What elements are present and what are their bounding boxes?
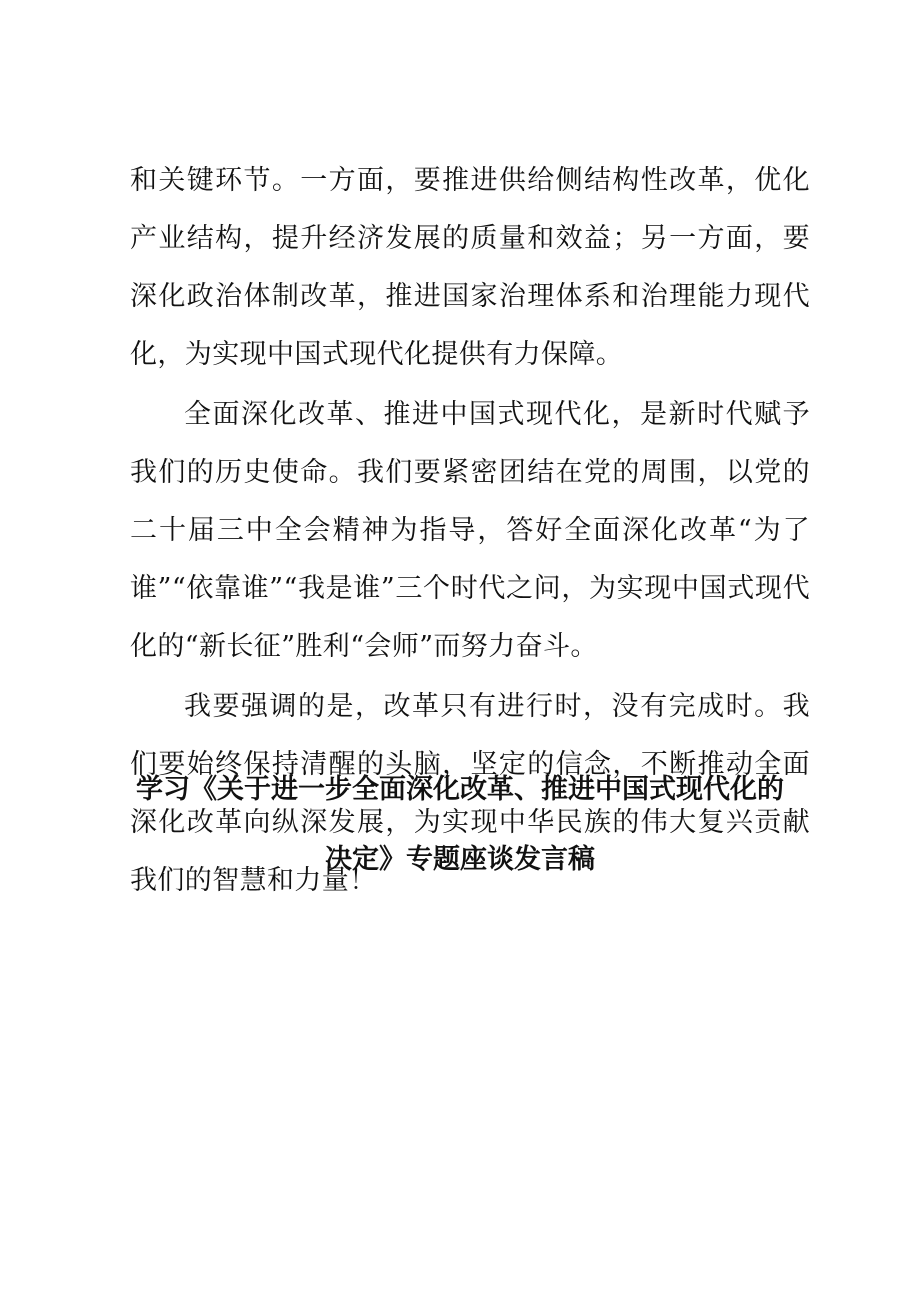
paragraph-closing-remarks: 我要强调的是，改革只有进行时，没有完成时。我们要始终保持清醒的头脑，坚定的信念，不断推动全面深化改革向纵深发展，为实现中华民族的伟大复兴贡献我们的智慧和力量！ [130, 691, 810, 896]
title-line-1: 学习《关于进一步全面深化改革、推进中国式现代化的 [136, 774, 784, 805]
paragraph-continuation: 和关键环节。一方面，要推进供给侧结构性改革，优化产业结构，提升经济发展的质量和效益；另一方面，要深化政治体制改革，推进国家治理体系和治理能力现代化，为实现中国式现代化提供有力保障。 [130, 165, 810, 370]
title-line-2: 决定》专题座谈发言稿 [325, 844, 595, 875]
next-article-title [100, 755, 820, 895]
paragraph-historic-mission: 全面深化改革、推进中国式现代化，是新时代赋予我们的历史使命。我们要紧密团结在党的周围，以党的二十届三中全会精神为指导，答好全面深化改革“为了谁”“依靠谁”“我是谁”三个时代之问，为实现中国式现代化的“新长征”胜利“会师”而努力奋斗。 [130, 399, 810, 662]
